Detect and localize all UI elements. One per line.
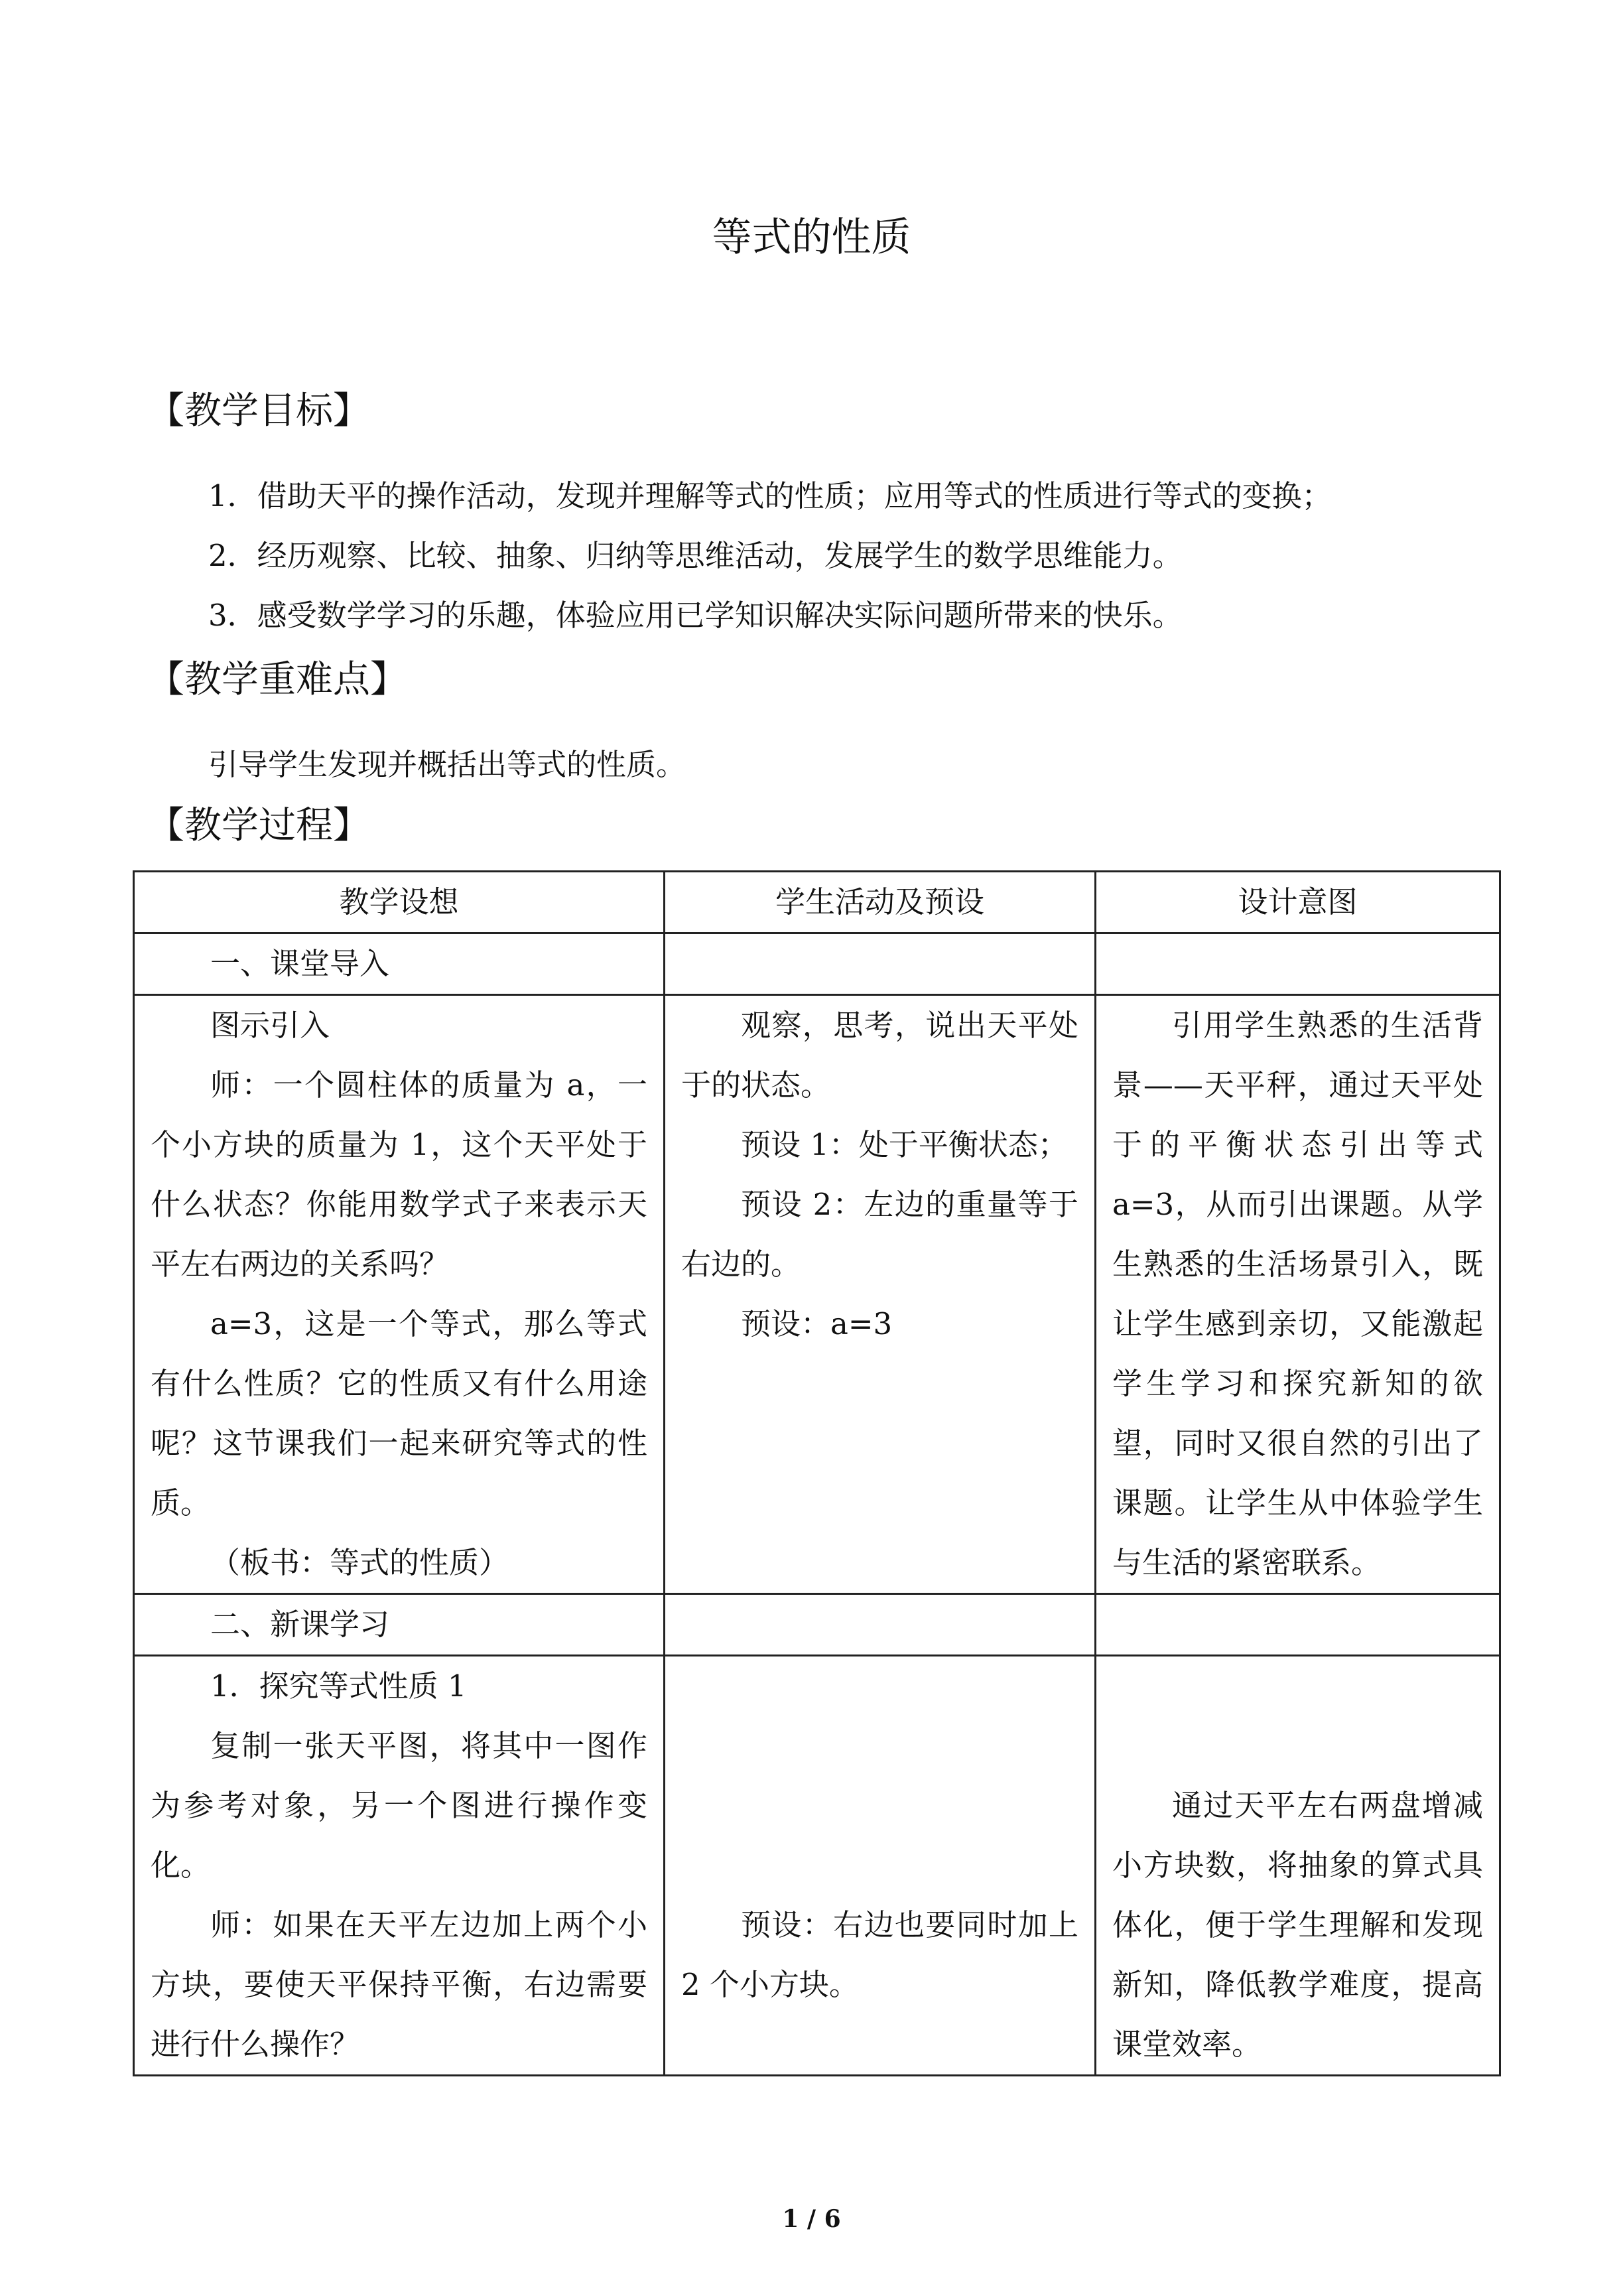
process-heading: 【教学过程】: [147, 804, 370, 847]
cell-paragraph: 通过天平左右两盘增减小方块数，将抽象的算式具体化，便于学生理解和发现新知，降低教学难度，提高课堂效率。: [1112, 1788, 1483, 2062]
cell-paragraph: （板书：等式的性质）: [210, 1545, 509, 1580]
header-design-intent: 设计意图: [1096, 872, 1500, 933]
cell-paragraph: 1．探究等式性质 1: [210, 1668, 467, 1704]
cell-paragraph: 预设 1：处于平衡状态；: [741, 1127, 1068, 1162]
section-row-new-lesson: [134, 1594, 1500, 1656]
cell-paragraph: 预设：右边也要同时加上 2 个小方块。: [681, 1907, 1078, 2002]
key-heading: 【教学重难点】: [147, 658, 407, 701]
cell-paragraph: 观察，思考，说出天平处于的状态。: [681, 1008, 1078, 1103]
table-row: [134, 995, 1500, 1594]
header-student-activity: 学生活动及预设: [665, 872, 1096, 933]
cell-student-activity: [665, 1656, 1096, 2076]
cell-paragraph: 复制一张天平图，将其中一图作为参考对象，另一个图进行操作变化。: [151, 1728, 647, 1883]
key-point-text: 引导学生发现并概括出等式的性质。: [208, 747, 686, 782]
section-label: 二、新课学习: [210, 1607, 390, 1642]
header-teaching-idea: 教学设想: [134, 872, 665, 933]
document-title: 等式的性质: [712, 214, 911, 261]
cell-paragraph: 预设 2：左边的重量等于右边的。: [681, 1187, 1078, 1282]
cell-teaching-idea: [134, 1656, 665, 2076]
table-header-row: [134, 872, 1500, 933]
cell-paragraph: 图示引入: [210, 1008, 330, 1043]
goal-item: 2．经历观察、比较、抽象、归纳等思维活动，发展学生的数学思维能力。: [208, 538, 1183, 573]
goal-item: 3．感受数学学习的乐趣，体验应用已学知识解决实际问题所带来的快乐。: [208, 598, 1183, 633]
cell-paragraph: 师：一个圆柱体的质量为 a，一个小方块的质量为 1，这个天平处于什么状态？你能用数学式子来表示天平左右两边的关系吗？: [151, 1067, 647, 1282]
cell-paragraph: 预设：a=3: [741, 1306, 893, 1341]
page-number: 1 / 6: [782, 2205, 841, 2233]
cell-paragraph: a=3，这是一个等式，那么等式有什么性质？它的性质又有什么用途呢？这节课我们一起来研究等式的性质。: [151, 1306, 647, 1520]
teaching-process-table: [133, 870, 1501, 2076]
table-row: [134, 1656, 1500, 2076]
section-row-intro: [134, 933, 1500, 995]
cell-paragraph: 引用学生熟悉的生活背景——天平秤，通过天平处于的平衡状态引出等式 a=3，从而引出课题。从学生熟悉的生活场景引入，既让学生感到亲切，又能激起学生学习和探究新知的欲望，同时又很自然的引出了课题。让学生从中体验学生与生活的紧密联系。: [1112, 1008, 1483, 1580]
cell-teaching-idea: [134, 995, 665, 1594]
goals-heading: 【教学目标】: [147, 389, 370, 433]
cell-paragraph: 师：如果在天平左边加上两个小方块，要使天平保持平衡，右边需要进行什么操作？: [151, 1907, 647, 2062]
cell-design-intent: [1096, 1656, 1500, 2076]
section-label: 一、课堂导入: [210, 946, 390, 981]
goal-item: 1．借助天平的操作活动，发现并理解等式的性质；应用等式的性质进行等式的变换；: [208, 478, 1332, 513]
cell-student-activity: [665, 995, 1096, 1594]
cell-design-intent: [1096, 995, 1500, 1594]
